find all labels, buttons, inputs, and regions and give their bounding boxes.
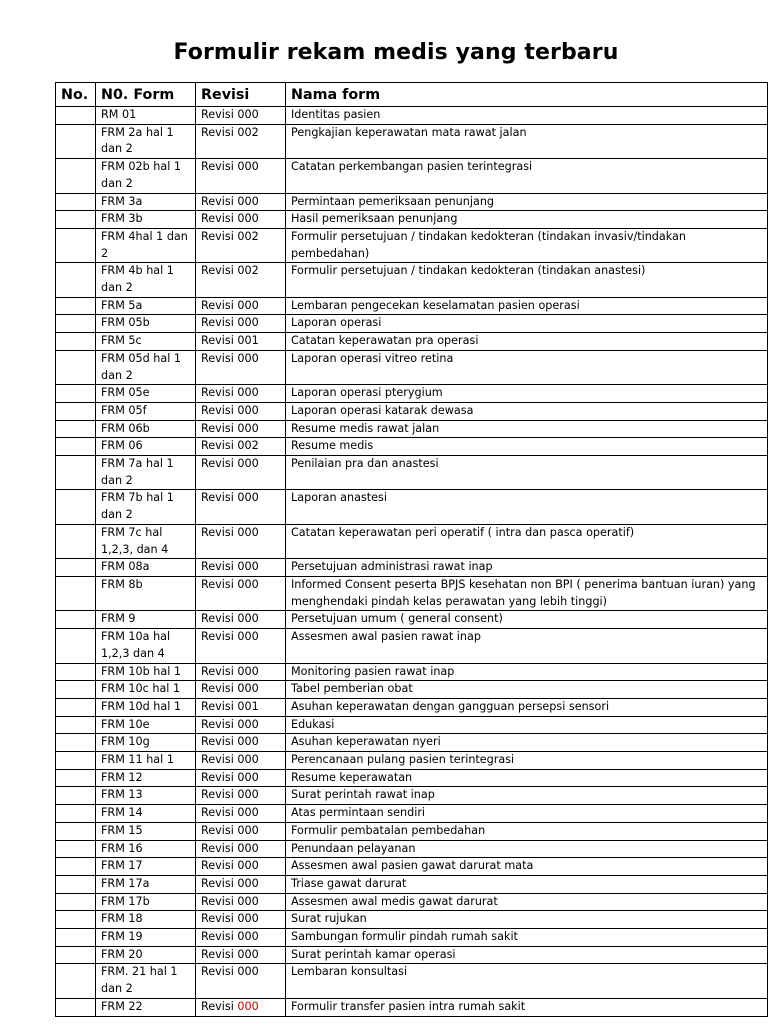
revision-cell: Revisi 002 bbox=[196, 263, 286, 297]
row-number-cell bbox=[56, 402, 96, 420]
table-row bbox=[56, 559, 768, 577]
form-number-cell: FRM 10a hal 1,2,3 dan 4 bbox=[96, 629, 196, 663]
form-name-cell: Surat perintah rawat inap bbox=[286, 787, 768, 805]
table-row bbox=[56, 752, 768, 770]
table-row bbox=[56, 875, 768, 893]
row-number-cell bbox=[56, 107, 96, 125]
form-number-cell: FRM 14 bbox=[96, 805, 196, 823]
revision-cell: Revisi 000 bbox=[196, 629, 286, 663]
table-row bbox=[56, 964, 768, 998]
revision-cell: Revisi 000 bbox=[196, 611, 286, 629]
table-row bbox=[56, 663, 768, 681]
form-number-cell: FRM 06 bbox=[96, 438, 196, 456]
revision-cell: Revisi 000 bbox=[196, 681, 286, 699]
form-name-cell: Formulir transfer pasien intra rumah sakit bbox=[286, 998, 768, 1016]
form-name-cell: Catatan keperawatan pra operasi bbox=[286, 333, 768, 351]
form-name-cell: Laporan operasi pterygium bbox=[286, 385, 768, 403]
document-title: Formulir rekam medis yang terbaru bbox=[173, 40, 619, 65]
revision-cell: Revisi 000 bbox=[196, 524, 286, 558]
table-row bbox=[56, 193, 768, 211]
revision-cell: Revisi 000 bbox=[196, 929, 286, 947]
row-number-cell bbox=[56, 893, 96, 911]
table-row bbox=[56, 490, 768, 524]
header-form-name: Nama form bbox=[286, 83, 768, 107]
revision-cell bbox=[196, 998, 286, 1016]
revision-cell: Revisi 000 bbox=[196, 822, 286, 840]
table-header-row bbox=[56, 83, 768, 107]
revision-cell: Revisi 000 bbox=[196, 402, 286, 420]
table-row bbox=[56, 681, 768, 699]
row-number-cell bbox=[56, 385, 96, 403]
revision-cell: Revisi 000 bbox=[196, 911, 286, 929]
table-row bbox=[56, 629, 768, 663]
revision-cell: Revisi 000 bbox=[196, 350, 286, 384]
form-number-cell: FRM 16 bbox=[96, 840, 196, 858]
row-number-cell bbox=[56, 263, 96, 297]
table-row bbox=[56, 402, 768, 420]
revision-cell: Revisi 000 bbox=[196, 716, 286, 734]
form-number-cell: FRM 4hal 1 dan 2 bbox=[96, 228, 196, 262]
form-number-cell: FRM 05d hal 1 dan 2 bbox=[96, 350, 196, 384]
table-row bbox=[56, 159, 768, 193]
form-number-cell: FRM 3a bbox=[96, 193, 196, 211]
form-number-cell: FRM 18 bbox=[96, 911, 196, 929]
form-number-cell: FRM 2a hal 1 dan 2 bbox=[96, 124, 196, 158]
form-number-cell: FRM 3b bbox=[96, 211, 196, 229]
revision-cell: Revisi 000 bbox=[196, 663, 286, 681]
form-name-cell: Lembaran konsultasi bbox=[286, 964, 768, 998]
revision-cell: Revisi 001 bbox=[196, 698, 286, 716]
row-number-cell bbox=[56, 875, 96, 893]
row-number-cell bbox=[56, 315, 96, 333]
form-name-cell: Assesmen awal pasien gawat darurat mata bbox=[286, 858, 768, 876]
form-name-cell: Pengkajian keperawatan mata rawat jalan bbox=[286, 124, 768, 158]
form-name-cell: Assesmen awal medis gawat darurat bbox=[286, 893, 768, 911]
form-name-cell: Edukasi bbox=[286, 716, 768, 734]
row-number-cell bbox=[56, 769, 96, 787]
revision-cell: Revisi 000 bbox=[196, 946, 286, 964]
revision-number-highlight: 000 bbox=[237, 999, 259, 1013]
table-body bbox=[56, 107, 768, 1017]
form-number-cell: FRM 7a hal 1 dan 2 bbox=[96, 456, 196, 490]
row-number-cell bbox=[56, 629, 96, 663]
form-name-cell: Laporan operasi katarak dewasa bbox=[286, 402, 768, 420]
form-number-cell: FRM. 21 hal 1 dan 2 bbox=[96, 964, 196, 998]
revision-cell: Revisi 000 bbox=[196, 456, 286, 490]
revision-cell: Revisi 000 bbox=[196, 159, 286, 193]
table-row bbox=[56, 420, 768, 438]
form-name-cell: Laporan anastesi bbox=[286, 490, 768, 524]
form-number-cell: RM 01 bbox=[96, 107, 196, 125]
table-row bbox=[56, 946, 768, 964]
row-number-cell bbox=[56, 663, 96, 681]
table-row bbox=[56, 333, 768, 351]
form-number-cell: FRM 22 bbox=[96, 998, 196, 1016]
form-number-cell: FRM 05b bbox=[96, 315, 196, 333]
revision-cell: Revisi 000 bbox=[196, 315, 286, 333]
table-row bbox=[56, 124, 768, 158]
revision-cell: Revisi 000 bbox=[196, 875, 286, 893]
row-number-cell bbox=[56, 946, 96, 964]
table-row bbox=[56, 263, 768, 297]
revision-cell: Revisi 002 bbox=[196, 228, 286, 262]
row-number-cell bbox=[56, 998, 96, 1016]
form-number-cell: FRM 17b bbox=[96, 893, 196, 911]
row-number-cell bbox=[56, 297, 96, 315]
form-name-cell: Lembaran pengecekan keselamatan pasien operasi bbox=[286, 297, 768, 315]
table-row bbox=[56, 734, 768, 752]
form-name-cell: Formulir persetujuan / tindakan kedokteran (tindakan anastesi) bbox=[286, 263, 768, 297]
table-row bbox=[56, 840, 768, 858]
header-no: No. bbox=[56, 83, 96, 107]
form-name-cell: Resume medis rawat jalan bbox=[286, 420, 768, 438]
form-name-cell: Persetujuan administrasi rawat inap bbox=[286, 559, 768, 577]
revision-cell: Revisi 000 bbox=[196, 752, 286, 770]
form-number-cell: FRM 17a bbox=[96, 875, 196, 893]
revision-cell: Revisi 000 bbox=[196, 893, 286, 911]
revision-cell: Revisi 002 bbox=[196, 124, 286, 158]
table-row bbox=[56, 315, 768, 333]
table-row bbox=[56, 787, 768, 805]
table-row bbox=[56, 524, 768, 558]
row-number-cell bbox=[56, 228, 96, 262]
form-number-cell: FRM 02b hal 1 dan 2 bbox=[96, 159, 196, 193]
form-number-cell: FRM 05f bbox=[96, 402, 196, 420]
form-number-cell: FRM 8b bbox=[96, 576, 196, 610]
row-number-cell bbox=[56, 698, 96, 716]
revision-cell: Revisi 000 bbox=[196, 734, 286, 752]
table-row bbox=[56, 350, 768, 384]
form-number-cell: FRM 4b hal 1 dan 2 bbox=[96, 263, 196, 297]
form-number-cell: FRM 15 bbox=[96, 822, 196, 840]
table-row bbox=[56, 998, 768, 1016]
table-row bbox=[56, 911, 768, 929]
form-number-cell: FRM 20 bbox=[96, 946, 196, 964]
table-row bbox=[56, 211, 768, 229]
header-revision: Revisi bbox=[196, 83, 286, 107]
row-number-cell bbox=[56, 752, 96, 770]
form-number-cell: FRM 5c bbox=[96, 333, 196, 351]
revision-cell: Revisi 000 bbox=[196, 420, 286, 438]
forms-table bbox=[55, 82, 768, 1017]
form-number-cell: FRM 9 bbox=[96, 611, 196, 629]
form-name-cell: Laporan operasi bbox=[286, 315, 768, 333]
table-row bbox=[56, 385, 768, 403]
row-number-cell bbox=[56, 681, 96, 699]
table-row bbox=[56, 716, 768, 734]
row-number-cell bbox=[56, 559, 96, 577]
form-name-cell: Resume keperawatan bbox=[286, 769, 768, 787]
form-number-cell: FRM 06b bbox=[96, 420, 196, 438]
revision-cell: Revisi 000 bbox=[196, 576, 286, 610]
table-row bbox=[56, 929, 768, 947]
row-number-cell bbox=[56, 211, 96, 229]
form-name-cell: Surat perintah kamar operasi bbox=[286, 946, 768, 964]
form-name-cell: Atas permintaan sendiri bbox=[286, 805, 768, 823]
form-number-cell: FRM 11 hal 1 bbox=[96, 752, 196, 770]
revision-cell: Revisi 000 bbox=[196, 107, 286, 125]
form-name-cell: Perencanaan pulang pasien terintegrasi bbox=[286, 752, 768, 770]
table-row bbox=[56, 893, 768, 911]
revision-cell: Revisi 000 bbox=[196, 858, 286, 876]
revision-cell: Revisi 000 bbox=[196, 211, 286, 229]
form-number-cell: FRM 7b hal 1 dan 2 bbox=[96, 490, 196, 524]
table-row bbox=[56, 456, 768, 490]
table-row bbox=[56, 822, 768, 840]
form-number-cell: FRM 19 bbox=[96, 929, 196, 947]
revision-cell: Revisi 000 bbox=[196, 559, 286, 577]
form-name-cell: Monitoring pasien rawat inap bbox=[286, 663, 768, 681]
table-row bbox=[56, 228, 768, 262]
table-row bbox=[56, 576, 768, 610]
row-number-cell bbox=[56, 193, 96, 211]
row-number-cell bbox=[56, 438, 96, 456]
revision-cell: Revisi 000 bbox=[196, 840, 286, 858]
form-name-cell: Penundaan pelayanan bbox=[286, 840, 768, 858]
revision-prefix: Revisi bbox=[201, 999, 238, 1013]
table-row bbox=[56, 698, 768, 716]
row-number-cell bbox=[56, 576, 96, 610]
row-number-cell bbox=[56, 420, 96, 438]
form-name-cell: Triase gawat darurat bbox=[286, 875, 768, 893]
row-number-cell bbox=[56, 456, 96, 490]
form-name-cell: Resume medis bbox=[286, 438, 768, 456]
form-name-cell: Hasil pemeriksaan penunjang bbox=[286, 211, 768, 229]
form-number-cell: FRM 05e bbox=[96, 385, 196, 403]
row-number-cell bbox=[56, 840, 96, 858]
form-name-cell: Asuhan keperawatan dengan gangguan persepsi sensori bbox=[286, 698, 768, 716]
row-number-cell bbox=[56, 858, 96, 876]
form-name-cell: Tabel pemberian obat bbox=[286, 681, 768, 699]
row-number-cell bbox=[56, 787, 96, 805]
form-name-cell: Informed Consent peserta BPJS kesehatan non BPI ( penerima bantuan iuran) yang menghendaki pindah kelas perawatan yang lebih tinggi) bbox=[286, 576, 768, 610]
row-number-cell bbox=[56, 822, 96, 840]
form-number-cell: FRM 08a bbox=[96, 559, 196, 577]
form-number-cell: FRM 17 bbox=[96, 858, 196, 876]
revision-cell: Revisi 000 bbox=[196, 297, 286, 315]
row-number-cell bbox=[56, 611, 96, 629]
form-number-cell: FRM 10b hal 1 bbox=[96, 663, 196, 681]
table-row bbox=[56, 805, 768, 823]
form-number-cell: FRM 10e bbox=[96, 716, 196, 734]
row-number-cell bbox=[56, 333, 96, 351]
revision-cell: Revisi 000 bbox=[196, 964, 286, 998]
form-name-cell: Permintaan pemeriksaan penunjang bbox=[286, 193, 768, 211]
table-row bbox=[56, 611, 768, 629]
row-number-cell bbox=[56, 490, 96, 524]
revision-cell: Revisi 000 bbox=[196, 193, 286, 211]
form-name-cell: Laporan operasi vitreo retina bbox=[286, 350, 768, 384]
form-number-cell: FRM 5a bbox=[96, 297, 196, 315]
row-number-cell bbox=[56, 911, 96, 929]
form-name-cell: Assesmen awal pasien rawat inap bbox=[286, 629, 768, 663]
row-number-cell bbox=[56, 734, 96, 752]
form-number-cell: FRM 10d hal 1 bbox=[96, 698, 196, 716]
table-row bbox=[56, 438, 768, 456]
table-row bbox=[56, 297, 768, 315]
row-number-cell bbox=[56, 124, 96, 158]
form-name-cell: Sambungan formulir pindah rumah sakit bbox=[286, 929, 768, 947]
row-number-cell bbox=[56, 929, 96, 947]
form-number-cell: FRM 10g bbox=[96, 734, 196, 752]
form-number-cell: FRM 12 bbox=[96, 769, 196, 787]
table-row bbox=[56, 769, 768, 787]
form-name-cell: Formulir pembatalan pembedahan bbox=[286, 822, 768, 840]
form-number-cell: FRM 13 bbox=[96, 787, 196, 805]
form-name-cell: Persetujuan umum ( general consent) bbox=[286, 611, 768, 629]
revision-cell: Revisi 002 bbox=[196, 438, 286, 456]
table-row bbox=[56, 107, 768, 125]
header-form-number: N0. Form bbox=[96, 83, 196, 107]
form-name-cell: Asuhan keperawatan nyeri bbox=[286, 734, 768, 752]
form-name-cell: Catatan keperawatan peri operatif ( intra dan pasca operatif) bbox=[286, 524, 768, 558]
form-number-cell: FRM 7c hal 1,2,3, dan 4 bbox=[96, 524, 196, 558]
row-number-cell bbox=[56, 159, 96, 193]
revision-cell: Revisi 000 bbox=[196, 769, 286, 787]
form-name-cell: Formulir persetujuan / tindakan kedokteran (tindakan invasiv/tindakan pembedahan) bbox=[286, 228, 768, 262]
revision-cell: Revisi 000 bbox=[196, 385, 286, 403]
revision-cell: Revisi 001 bbox=[196, 333, 286, 351]
revision-cell: Revisi 000 bbox=[196, 805, 286, 823]
row-number-cell bbox=[56, 964, 96, 998]
form-number-cell: FRM 10c hal 1 bbox=[96, 681, 196, 699]
form-name-cell: Catatan perkembangan pasien terintegrasi bbox=[286, 159, 768, 193]
row-number-cell bbox=[56, 524, 96, 558]
form-name-cell: Identitas pasien bbox=[286, 107, 768, 125]
row-number-cell bbox=[56, 716, 96, 734]
row-number-cell bbox=[56, 805, 96, 823]
table-row bbox=[56, 858, 768, 876]
revision-cell: Revisi 000 bbox=[196, 490, 286, 524]
form-name-cell: Surat rujukan bbox=[286, 911, 768, 929]
row-number-cell bbox=[56, 350, 96, 384]
revision-cell: Revisi 000 bbox=[196, 787, 286, 805]
form-name-cell: Penilaian pra dan anastesi bbox=[286, 456, 768, 490]
